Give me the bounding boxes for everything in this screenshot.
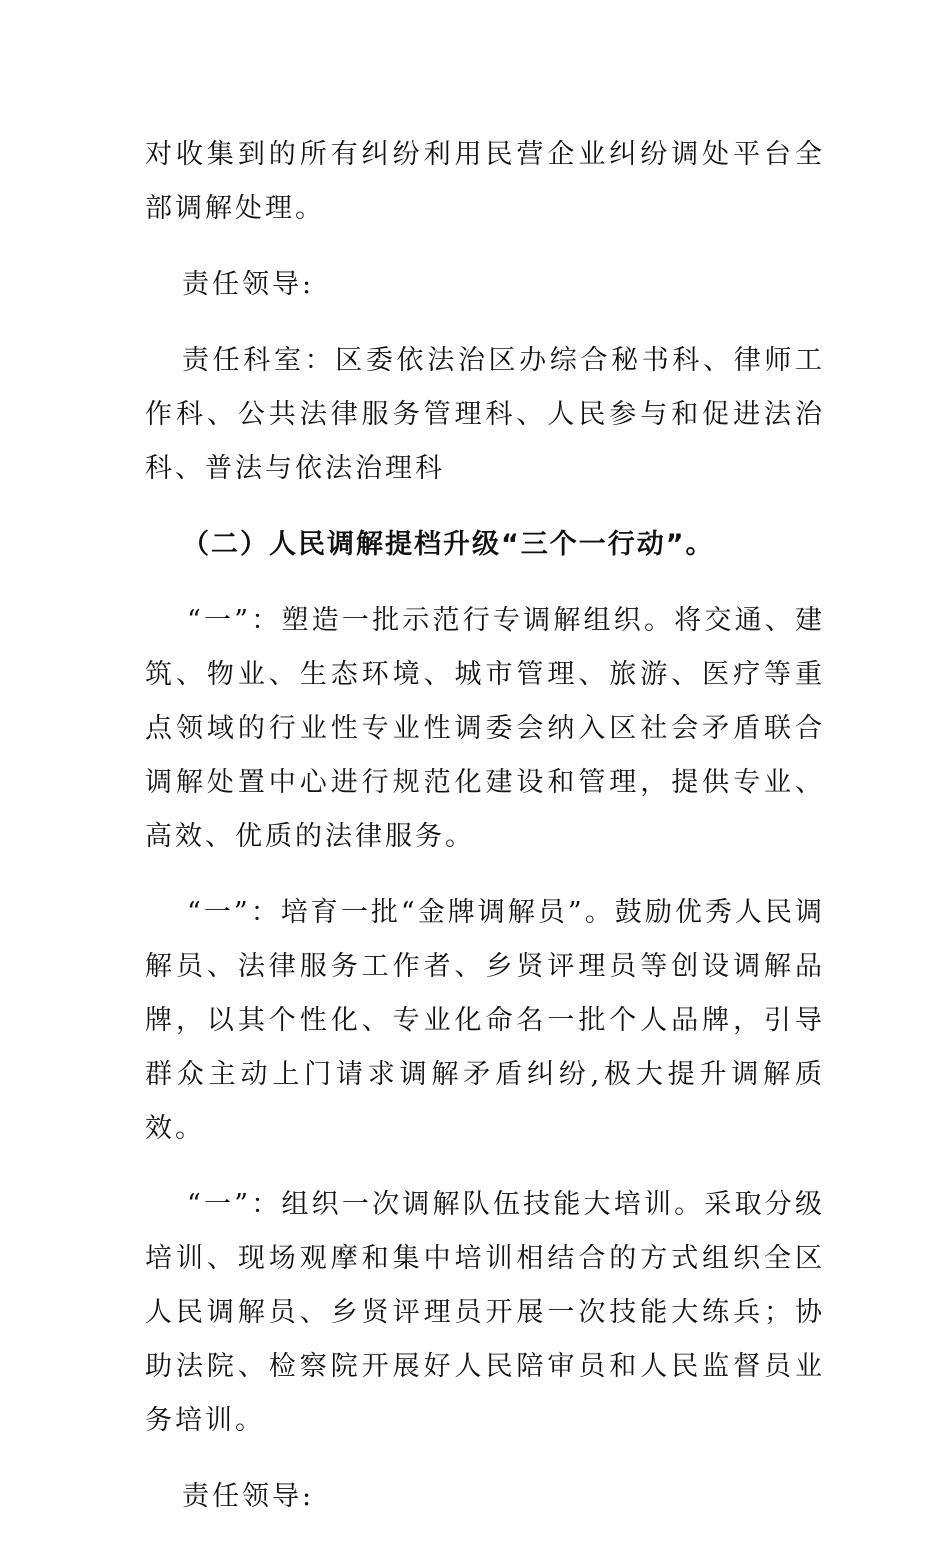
paragraph-skills-training: “一”：组织一次调解队伍技能大培训。采取分级培训、现场观摩和集中培训相结合的方式组织全区人民调解员、乡贤评理员开展一次技能大练兵；协助法院、检察院开展好人民陪审员和人民监督员业务培训。 bbox=[145, 1189, 825, 1436]
paragraph-responsible-leader: 责任领导: bbox=[182, 269, 315, 300]
paragraph-dispute-handling: 对收集到的所有纠纷利用民营企业纠纷调处平台全部调解处理。 bbox=[145, 139, 825, 224]
paragraph-responsible-departments: 责任科室：区委依法治区办综合秘书科、律师工作科、公共法律服务管理科、人民参与和促进法治科、普法与依法治理科 bbox=[145, 345, 825, 484]
paragraph-model-organizations: “一”：塑造一批示范行专调解组织。将交通、建筑、物业、生态环境、城市管理、旅游、医疗等重点领域的行业性专业性调委会纳入区社会矛盾联合调解处置中心进行规范化建设和管理，提供专业、高效、优质的法律服务。 bbox=[145, 605, 825, 852]
document-body bbox=[145, 128, 825, 1546]
paragraph-gold-mediators: “一”：培育一批“金牌调解员”。鼓励优秀人民调解员、法律服务工作者、乡贤评理员等创设调解品牌，以其个性化、专业化命名一批个人品牌，引导群众主动上门请求调解矛盾纠纷,极大提升调解质效。 bbox=[145, 897, 825, 1144]
paragraph-responsible-leader-2: 责任领导: bbox=[182, 1481, 315, 1512]
section-heading-mediation-upgrade: （二）人民调解提档升级“三个一行动”。 bbox=[182, 529, 715, 560]
